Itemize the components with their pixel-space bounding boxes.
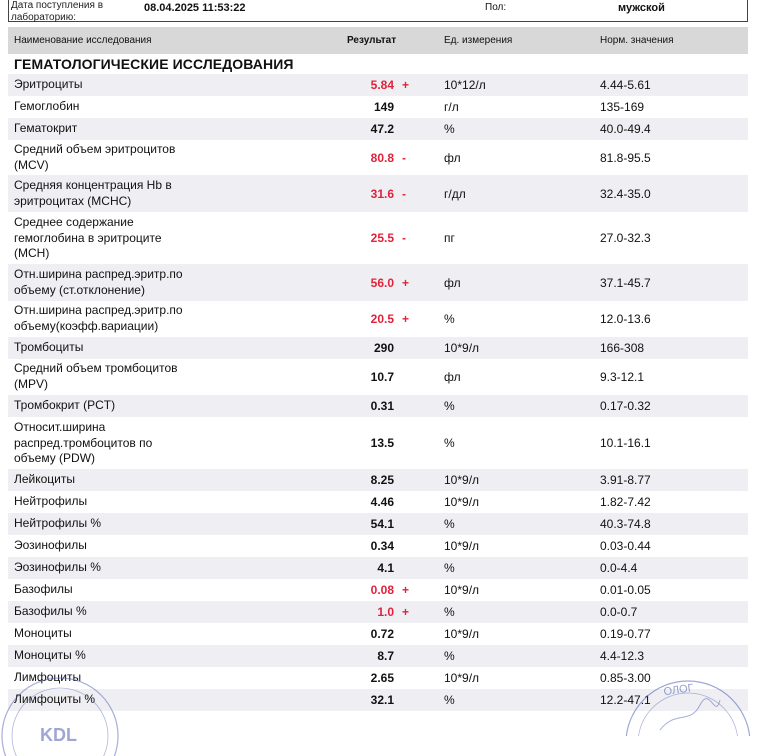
test-unit: 10*9/л xyxy=(444,539,480,553)
table-row xyxy=(8,557,748,579)
sex-value: мужской xyxy=(618,2,665,14)
table-row xyxy=(8,491,748,513)
test-result: 10.7 xyxy=(370,370,394,384)
test-name: Базофилы xyxy=(14,582,73,596)
table-row xyxy=(8,395,748,417)
test-norm: 9.3-12.1 xyxy=(600,370,645,384)
test-unit: % xyxy=(444,561,455,575)
test-result: 5.84 xyxy=(370,78,394,92)
test-name: Тромбоциты xyxy=(14,340,84,354)
test-unit: % xyxy=(444,122,455,136)
abnormal-flag: + xyxy=(402,605,410,619)
abnormal-flag: + xyxy=(402,583,410,597)
test-name: Гематокрит xyxy=(14,121,78,135)
test-result: 290 xyxy=(373,341,394,355)
svg-text:ОЛОГ: ОЛОГ xyxy=(662,682,695,699)
test-norm: 0.01-0.05 xyxy=(600,583,651,597)
sex-label: Пол: xyxy=(485,2,507,13)
test-unit: % xyxy=(444,399,455,413)
test-unit: г/дл xyxy=(444,187,466,201)
test-name: Эозинофилы xyxy=(14,538,87,552)
test-norm: 4.4-12.3 xyxy=(600,649,645,663)
test-name: Средняя концентрация Hb в эритроцитах (MCHC) xyxy=(14,178,172,208)
table-row xyxy=(8,513,748,535)
abnormal-flag: + xyxy=(402,312,410,326)
test-unit: % xyxy=(444,517,455,531)
test-unit: 10*12/л xyxy=(444,78,486,92)
test-name: Эозинофилы % xyxy=(14,560,101,574)
test-norm: 32.4-35.0 xyxy=(600,187,651,201)
test-result: 31.6 xyxy=(370,187,394,201)
abnormal-flag: - xyxy=(402,187,406,201)
test-unit: пг xyxy=(444,231,455,245)
test-name: Гемоглобин xyxy=(14,99,80,113)
test-result: 0.31 xyxy=(370,399,394,413)
test-unit: фл xyxy=(444,151,461,165)
test-unit: % xyxy=(444,312,455,326)
svg-text:KDL: KDL xyxy=(40,725,77,745)
test-result: 13.5 xyxy=(370,436,394,450)
test-unit: фл xyxy=(444,370,461,384)
test-result: 149 xyxy=(373,100,394,114)
test-norm: 37.1-45.7 xyxy=(600,276,651,290)
test-unit: фл xyxy=(444,276,461,290)
test-norm: 0.03-0.44 xyxy=(600,539,651,553)
test-result: 2.65 xyxy=(370,671,394,685)
test-result: 47.2 xyxy=(370,122,394,136)
test-unit: % xyxy=(444,605,455,619)
test-result: 32.1 xyxy=(370,693,394,707)
test-norm: 1.82-7.42 xyxy=(600,495,651,509)
table-row xyxy=(8,118,748,140)
table-row xyxy=(8,417,748,469)
table-row xyxy=(8,667,748,689)
test-norm: 40.3-74.8 xyxy=(600,517,651,531)
test-norm: 3.91-8.77 xyxy=(600,473,651,487)
column-header-norm: Норм. значения xyxy=(600,35,674,46)
test-name: Эритроциты xyxy=(14,77,83,91)
received-date-value: 08.04.2025 11:53:22 xyxy=(144,2,246,14)
test-name: Нейтрофилы % xyxy=(14,516,102,530)
patient-info-box xyxy=(8,0,748,22)
test-unit: г/л xyxy=(444,100,459,114)
test-name: Моноциты xyxy=(14,626,72,640)
column-header-unit: Ед. измерения xyxy=(444,35,513,46)
test-unit: % xyxy=(444,649,455,663)
column-header-result: Результат xyxy=(347,35,397,46)
section-title: ГЕМАТОЛОГИЧЕСКИЕ ИССЛЕДОВАНИЯ xyxy=(14,56,294,72)
test-unit: 10*9/л xyxy=(444,495,480,509)
column-header-name: Наименование исследования xyxy=(14,35,152,46)
test-norm: 0.19-0.77 xyxy=(600,627,651,641)
test-norm: 0.17-0.32 xyxy=(600,399,651,413)
abnormal-flag: - xyxy=(402,231,406,245)
test-name: Средний объем эритроцитов (MCV) xyxy=(14,142,176,172)
test-name: Лейкоциты xyxy=(14,472,76,486)
test-norm: 0.0-4.4 xyxy=(600,561,638,575)
table-row xyxy=(8,337,748,359)
test-result: 8.25 xyxy=(370,473,394,487)
table-row xyxy=(8,469,748,491)
abnormal-flag: - xyxy=(402,151,406,165)
test-name: Средний объем тромбоцитов (MPV) xyxy=(14,361,178,391)
test-result: 0.34 xyxy=(370,539,394,553)
table-header xyxy=(8,27,748,54)
test-norm: 10.1-16.1 xyxy=(600,436,651,450)
test-name: Моноциты % xyxy=(14,648,86,662)
test-name: Отн.ширина распред.эритр.по объему (ст.отклонение) xyxy=(14,267,183,297)
test-name: Тромбокрит (PCT) xyxy=(14,398,116,412)
test-unit: % xyxy=(444,693,455,707)
table-row xyxy=(8,175,748,212)
test-norm: 0.0-0.7 xyxy=(600,605,638,619)
table-row xyxy=(8,601,748,623)
test-name: Базофилы % xyxy=(14,604,87,618)
table-row xyxy=(8,301,748,337)
test-result: 25.5 xyxy=(370,231,394,245)
test-result: 80.8 xyxy=(370,151,394,165)
test-norm: 4.44-5.61 xyxy=(600,78,651,92)
table-row xyxy=(8,623,748,645)
abnormal-flag: + xyxy=(402,78,410,92)
test-result: 0.72 xyxy=(370,627,394,641)
test-unit: 10*9/л xyxy=(444,583,480,597)
table-row xyxy=(8,645,748,667)
table-row xyxy=(8,579,748,601)
test-unit: 10*9/л xyxy=(444,627,480,641)
test-norm: 81.8-95.5 xyxy=(600,151,651,165)
test-name: Лимфоциты xyxy=(14,670,82,684)
table-row xyxy=(8,359,748,395)
test-unit: % xyxy=(444,436,455,450)
received-date-label: Дата поступления в лабораторию: xyxy=(11,0,104,23)
test-norm: 166-308 xyxy=(600,341,645,355)
test-norm: 40.0-49.4 xyxy=(600,122,651,136)
abnormal-flag: + xyxy=(402,276,410,290)
test-norm: 12.0-13.6 xyxy=(600,312,651,326)
test-result: 8.7 xyxy=(377,649,394,663)
test-name: Относит.ширина распред.тромбоцитов по объему (PDW) xyxy=(14,420,153,466)
test-norm: 12.2-47.1 xyxy=(600,693,651,707)
test-norm: 27.0-32.3 xyxy=(600,231,651,245)
test-result: 0.08 xyxy=(370,583,394,597)
test-unit: 10*9/л xyxy=(444,671,480,685)
test-result: 54.1 xyxy=(370,517,394,531)
test-result: 1.0 xyxy=(377,605,394,619)
table-row xyxy=(8,74,748,96)
test-result: 4.46 xyxy=(370,495,394,509)
test-result: 56.0 xyxy=(370,276,394,290)
test-result: 20.5 xyxy=(370,312,394,326)
test-name: Нейтрофилы xyxy=(14,494,88,508)
test-norm: 135-169 xyxy=(600,100,645,114)
table-row xyxy=(8,535,748,557)
table-row xyxy=(8,264,748,301)
table-row xyxy=(8,140,748,175)
test-unit: 10*9/л xyxy=(444,341,480,355)
test-name: Лимфоциты % xyxy=(14,692,96,706)
results-table xyxy=(8,74,748,711)
test-name: Среднее содержание гемоглобина в эритроците (MCH) xyxy=(14,215,162,261)
table-row xyxy=(8,96,748,118)
test-result: 4.1 xyxy=(377,561,394,575)
table-row xyxy=(8,212,748,264)
table-row xyxy=(8,689,748,711)
test-unit: 10*9/л xyxy=(444,473,480,487)
test-norm: 0.85-3.00 xyxy=(600,671,651,685)
test-name: Отн.ширина распред.эритр.по объему(коэфф.вариации) xyxy=(14,303,183,333)
